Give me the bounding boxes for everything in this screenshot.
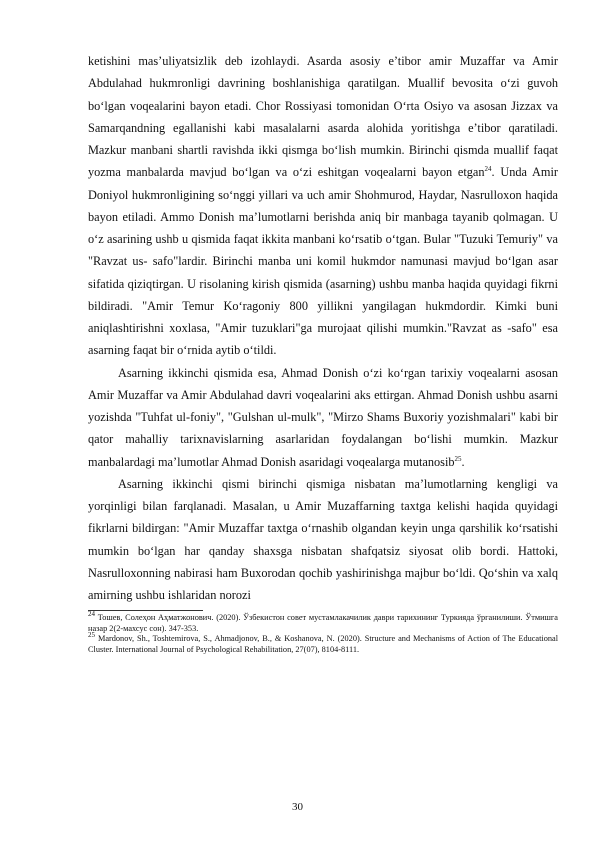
document-page: [88, 50, 558, 656]
footnote-24: [88, 610, 558, 634]
footnote-number: 24: [88, 610, 95, 619]
paragraph-1: [88, 50, 558, 362]
body-text: [88, 50, 558, 606]
paragraph-2-text-before: Asarning ikkinchi qismida esa, Ahmad Donish o‘zi ko‘rgan tarixiy voqealarni asosan Amir Muzaffar va Amir Abdulahad davri voqealarini aks ettirgan. Ahmad Donish ushbu asarni yozishda "Tuhfat ul-foniy", "Gulshan ul-mulk", "Mirzo Shams Buxoriy yozishmalari" kabi bir qator mahalliy tarixnavislarning asarlaridan foydalangan bo‘lishi mumkin. Mazkur manbalardagi ma’lumotlar Ahmad Donish asaridagi voqealarga mutanosib: [88, 365, 558, 469]
paragraph-2-text-after: .: [461, 454, 465, 469]
paragraph-1-text-before: ketishini mas’uliyatsizlik deb izohlaydi. Asarda asosiy e’tibor amir Muzaffar va Amir Abdulahad hukmronligi davrining boshlanishiga qaratilgan. Muallif bevosita o‘zi guvoh bo‘lgan voqealarini bayon etadi. Chor Rossiyasi tomonidan O‘rta Osiyo va asosan Jizzax va Samarqandning egallanishi kabi masalalarni asarda alohida yoritishga e’tibor qaratiladi. Mazkur manbani shartli ravishda ikki qismga bo‘lish mumkin. Birinchi qismda muallif faqat yozma manbalarda mavjud bo‘lgan va o‘zi eshitgan voqealarni bayon etgan: [88, 54, 558, 180]
paragraph-3-text: Asarning ikkinchi qismi birinchi qismiga nisbatan ma’lumotlarning kengligi va yorqinligi bilan farqlanadi. Masalan, u Amir Muzaffarning taxtga kelishi haqida quyidagi fikrlarni bildirgan: "Amir Muzaffar taxtga o‘rnashib olgandan keyin unga qarshilik ko‘rsatishi mumkin bo‘lgan har qanday shaxsga nisbatan shafqatsiz siyosat olib bordi. Hattoki, Nasrulloxonning nabirasi ham Buxorodan qochib yashirinishga majbur bo‘ldi. Qo‘shin va xalq amirning ushbu ishlaridan norozi: [88, 476, 558, 602]
footnote-divider: [88, 610, 203, 611]
paragraph-3: [88, 473, 558, 607]
footnote-25: [88, 631, 558, 655]
footnotes: [88, 610, 558, 655]
footnote-ref-25[interactable]: 25: [454, 454, 462, 463]
paragraph-2: [88, 362, 558, 473]
footnote-text: Mardonov, Sh., Toshtemirova, S., Ahmadjonov, B., & Koshanova, N. (2020). Structure and Mechanisms of Action of The Educational Cluster. International Journal of Psychological Rehabilitation, 27(07), 8104-8111.: [88, 634, 558, 655]
paragraph-1-text-after: . Unda Amir Doniyol hukmronligining so‘nggi yillari va uch amir Shohmurod, Haydar, Nasrulloxon haqida bayon etiladi. Ammo Donish ma’lumotlarni berishda aniq bir manbaga tayanib qolmagan. U o‘z asarining ushb u qismida faqat ikkita manbani ko‘rsatib o‘tgan. Bular "Tuzuki Temuriy" va "Ravzat us- safo"lardir. Birinchi manba uni komil hukmdor namunasi mavjud bo‘lgan asar sifatida qiziqtirgan. U risolaning kirish qismida (asarning) ushbu manba haqida quyidagi fikrni bildiradi. "Amir Temur Ko‘ragoniy 800 yillikni yangilagan hukmdordir. Kimki buni aniqlashtirishni xoxlasa, "Amir tuzuklari"ga murojaat qilishi mumkin."Ravzat as -safo" esa asarning faqat bir o‘rnida aytib o‘tildi.: [88, 165, 558, 358]
footnote-text: Тошев, Солеҳон Аҳматжонович. (2020). Ўзбекистон совет мустамлакачилик даври тарихининг Туркияда ўрганилиши. Ўтмишга назар 2(2-махсус сон). 347-353.: [88, 613, 558, 633]
page-number: 30: [292, 801, 303, 813]
footnote-ref-24[interactable]: 24: [484, 165, 492, 174]
footnote-number: 25: [88, 631, 95, 640]
